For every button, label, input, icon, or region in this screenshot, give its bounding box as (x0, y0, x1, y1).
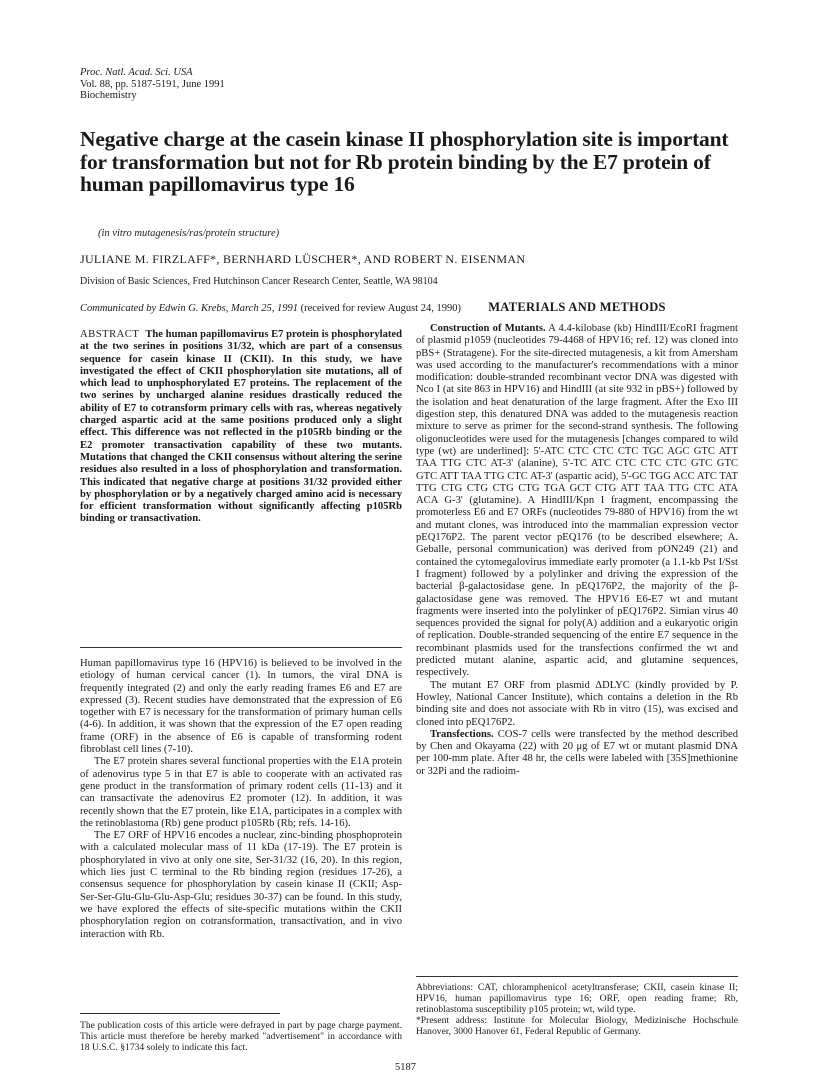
runin-transfections: Transfections. (430, 728, 494, 740)
section-heading-methods: MATERIALS AND METHODS (488, 300, 666, 314)
methods-paragraph: The mutant E7 ORF from plasmid ΔDLYC (kindly provided by P. Howley, National Cancer Institute), which contains a deletion in the Rb binding site and does not associate with Rb in vitro (15), was excised and cloned into pEQ176P2. (416, 679, 738, 728)
footnote-divider-right (416, 976, 738, 977)
communicated-by (80, 303, 461, 314)
keywords: (in vitro mutagenesis/ras/protein structure) (98, 228, 280, 239)
abstract (80, 329, 402, 526)
footnotes-right (416, 982, 738, 1037)
intro-paragraph: The E7 ORF of HPV16 encodes a nuclear, zinc-binding phosphoprotein with a calculated molecular mass of 11 kDa (17-19). The E7 protein is phosphorylated in vivo at only one site, Ser-31/32 (16, 20). In this region, which lies just C terminal to the Rb binding region (residues 17-26), a consensus sequence for phosphorylation by casein kinase II (CKII; Asp-Ser-Ser-Glu-Glu-Glu-Asp-Glu; residues 30-37) can be found. In this study, we have explored the effects of site-specific mutations within the CKII phosphorylation region on cotransformation, transactivation, and in vivo interaction with Rb. (80, 830, 402, 940)
abstract-text: The human papillomavirus E7 protein is phosphorylated at the two serines in positions 31/32, which are part of a consensus sequence for casein kinase II (CKII). In this study, we have investigated the effect of CKII phosphorylation site mutations, all of which lead to unphosphorylated E7 proteins. The replacement of the two serines by uncharged alanine residues drastically reduced the ability of E7 to cotransform primary cells with ras, whereas negatively charged aspartic acid at the same positions produced only a slight effect. This difference was not reflected in the p105Rb binding or the E2 promoter transactivation capability of these two mutants. Mutations that changed the CKII consensus without altering the serine residues also resulted in a loss of phosphorylation and transformation. This indicated that negative charge at positions 31/32 provided either by phosphorylation or by a negatively charged amino acid is necessary for efficient transformation without significantly affecting p105Rb binding or transactivation. (80, 329, 402, 525)
received-date: (received for review August 24, 1990) (300, 303, 461, 314)
abstract-label: ABSTRACT (80, 329, 140, 340)
communicated-text: Communicated by Edwin G. Krebs, March 25, 1991 (80, 303, 298, 314)
runin-construction: Construction of Mutants. (430, 323, 546, 334)
affiliation: Division of Basic Sciences, Fred Hutchinson Cancer Research Center, Seattle, WA 98104 (80, 276, 438, 287)
divider (80, 647, 402, 648)
journal-header (80, 67, 225, 102)
journal-name: Proc. Natl. Acad. Sci. USA (80, 67, 193, 78)
footnote-divider (80, 1013, 280, 1014)
publication-cost-note: The publication costs of this article were defrayed in part by page charge payment. This article must therefore be hereby marked "advertisement" in accordance with 18 U.S.C. §1734 solely to indicate this fact. (80, 1020, 402, 1053)
present-address-note: *Present address: Institute for Molecular Biology, Medizinische Hochschule Hanover, 3000 Hanover 61, Federal Republic of Germany. (416, 1015, 738, 1037)
journal-volume: Vol. 88, pp. 5187-5191, June 1991 (80, 78, 225, 90)
abbreviations-note: Abbreviations: CAT, chloramphenicol acetyltransferase; CKII, casein kinase II; HPV16, human papillomavirus type 16; ORF, open reading frame; Rb, retinoblastoma susceptibility p105 protein; wt, wild type. (416, 982, 738, 1015)
methods-paragraph: COS-7 cells were transfected by the method described by Chen and Okayama (22) with 20 μg of E7 wt or mutant plasmid DNA per 100-mm plate. After 48 hr, the cells were labeled with [35S]methionine or 32Pi and the radioim- (416, 728, 738, 777)
authors: JULIANE M. FIRZLAFF*, BERNHARD LÜSCHER*, AND ROBERT N. EISENMAN (80, 252, 526, 266)
intro-paragraph: Human papillomavirus type 16 (HPV16) is believed to be involved in the etiology of human cervical cancer (1). In tumors, the viral DNA is frequently integrated (2) and only the early reading frames E6 and E7 are expressed (3). Recent studies have demonstrated that the expression of E6 together with E7 is necessary for the transformation of primary human cells (4-6). In addition, it was shown that the expression of the E7 open reading frame (ORF) in the absence of E6 is capable of transforming rodent fibroblast cell lines (7-10). (80, 658, 402, 756)
intro-paragraph: The E7 protein shares several functional properties with the E1A protein of adenovirus type 5 in that E7 is able to cooperate with an activated ras gene product in the transformation of primary rodent cells (11-13) and it can transactivate the adenovirus E2 promoter (12). In addition, it was recently shown that the E7 protein, like E1A, participates in a complex with the retinoblastoma (Rb) gene product p105Rb (Rb; refs. 14-16). (80, 756, 402, 829)
page-number: 5187 (395, 1062, 416, 1073)
introduction (80, 658, 402, 941)
methods-body (416, 323, 738, 778)
methods-paragraph: A 4.4-kilobase (kb) HindIII/EcoRI fragment of plasmid p1059 (nucleotides 79-4468 of HPV16; ref. 12) was cloned into pBS+ (Stratagene). For the site-directed mutagenesis, a kit from Amersham was used according to the manufacturer's recommendations with a minor modification: double-stranded recombinant vector DNA was digested with Nco I (at site 863 in HPV16) and HindIII (at site 932 in pBS+) followed by the isolation and heat denaturation of the large fragment. After the Exo III digestion step, this denatured DNA was added to the mutagenesis reaction mixture to serve as primer for the second-strand synthesis. The following oligonucleotides were used for the mutagenesis [changes compared to wild type (wt) are underlined]: 5'-ATC CTC CTC CTC TGC AGC GTC ATT TAA TTG CTC AT-3' (alanine), 5'-TC ATC CTC CTC CTC GTC GTC GTC ATT TAA TTG CTC AT-3' (aspartic acid), 5'-GC TGG ACC ATC TAT TTG CTG CTG CTG CTG TGA GCT CTG ATT TAA TTG CTC ATA ACA G-3' (glutamine). A HindIII/Kpn I fragment, encompassing the promoterless E6 and E7 ORFs (nucleotides 79-880 of HPV16) from the wt and mutant clones, was introduced into the mammalian expression vector pEQ176P2. The parent vector pEQ176 (to be described elsewhere; A. Geballe, personal communication) was derived from pON249 (21) and contained the cytomegalovirus immediate early promoter (a 1.1-kb Pst I/Sst I fragment) followed by a polylinker and driving the expression of the bacterial β-galactosidase gene. In pEQ176P2, the majority of the β-galactosidase gene was removed. The HPV16 E6-E7 wt and mutant fragments were inserted into the polylinker of pEQ176P2. Simian virus 40 sequences provided the signal for poly(A) addition and a eukaryotic origin of replication. Double-stranded sequencing of the entire E7 sequence in the recombinant plasmids used for the transfections confirmed the wt and predicted mutant alanine, aspartic acid, and glutamine sequences, respectively. (416, 323, 738, 679)
journal-section: Biochemistry (80, 90, 137, 101)
article-title: Negative charge at the casein kinase II phosphorylation site is important for transformation but not for Rb protein binding by the E7 protein of human papillomavirus type 16 (80, 127, 729, 196)
